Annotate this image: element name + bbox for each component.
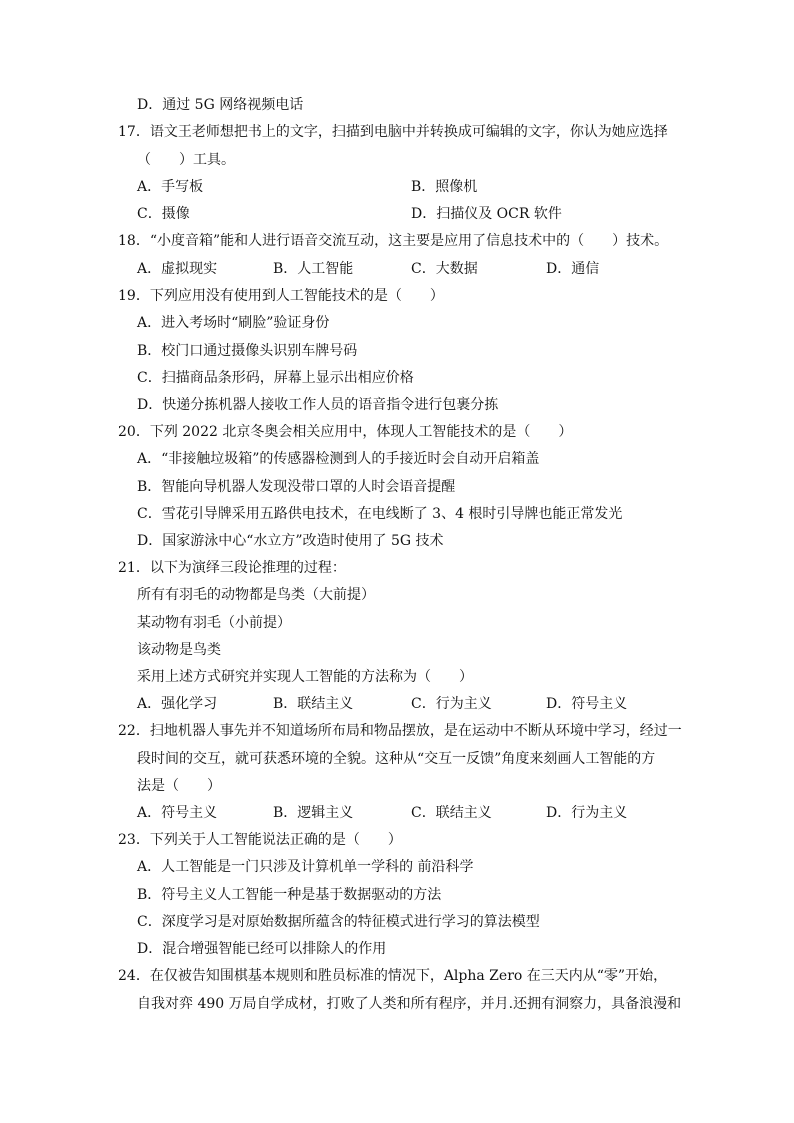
q22-option-a: A．符号主义 (137, 805, 218, 821)
q21-stem-line1: 21．以下为演绎三段论推理的过程： (118, 560, 346, 576)
q18-stem: 18．“小度音箱”能和人进行语音交流互动，这主要是应用了信息技术中的（ ）技术。 (118, 233, 669, 249)
q24-stem-line2: 自我对弈 490 万局自学成材，打败了人类和所有程序，并月.还拥有洞察力，具备浪漫和 (137, 996, 682, 1012)
q23-stem: 23．下列关于人工智能说法正确的是（ ） (118, 832, 402, 848)
q20-option-c: C．雪花引导牌采用五路供电技术，在电线断了 3、4 根时引导牌也能正常发光 (137, 506, 623, 522)
q19-option-c: C．扫描商品条形码，屏幕上显示出相应价格 (137, 370, 414, 386)
q23-option-d: D．混合增强智能已经可以排除人的作用 (137, 941, 387, 957)
q21-option-a: A．强化学习 (137, 696, 218, 712)
q18-option-b: B．人工智能 (273, 261, 354, 277)
q19-option-b: B．校门口通过摄像头识别车牌号码 (137, 343, 358, 359)
q20-option-a: A．“非接触垃圾箱”的传感器检测到人的手接近时会自动开启箱盖 (137, 451, 540, 467)
q24-stem-line1: 24．在仅被告知围棋基本规则和胜员标准的情况下，Alpha Zero 在三天内从“零”开始， (118, 968, 668, 984)
q19-stem: 19．下列应用没有使用到人工智能技术的是（ ） (118, 288, 444, 304)
q18-option-d: D．通信 (546, 261, 600, 277)
q22-option-d: D．行为主义 (546, 805, 628, 821)
q20-stem: 20．下列 2022 北京冬奥会相关应用中，体现人工智能技术的是（ ） (118, 424, 573, 440)
q21-minor-premise: 某动物有羽毛（小前提） (137, 615, 291, 631)
q17-option-d: D．扫描仪及 OCR 软件 (411, 206, 562, 222)
q21-major-premise: 所有有羽毛的动物都是鸟类（大前提） (137, 587, 375, 603)
q18-option-a: A．虚拟现实 (137, 261, 218, 277)
q17-option-c: C．摄像 (137, 206, 190, 222)
q19-option-d: D．快递分拣机器人接收工作人员的语音指令进行包裹分拣 (137, 397, 499, 413)
q23-option-a: A．人工智能是一门只涉及计算机单一学科的 前沿科学 (137, 859, 474, 875)
q21-question: 采用上述方式研究并实现人工智能的方法称为（ ） (137, 669, 473, 685)
q17-stem-line1: 17．语文王老师想把书上的文字，扫描到电脑中并转换成可编辑的文字，你认为她应选择 (118, 124, 668, 140)
q20-option-d: D．国家游泳中心“水立方”改造时使用了 5G 技术 (137, 533, 444, 549)
q22-option-b: B．逻辑主义 (273, 805, 354, 821)
q21-conclusion: 该动物是鸟类 (137, 642, 221, 658)
q21-option-c: C．行为主义 (411, 696, 492, 712)
q23-option-b: B．符号主义人工智能一种是基于数据驱动的方法 (137, 887, 442, 903)
q17-option-a: A．手写板 (137, 179, 204, 195)
q17-option-b: B．照像机 (411, 179, 478, 195)
q17-stem-line2: （ ）工具。 (137, 152, 235, 168)
q20-option-b: B．智能向导机器人发现没带口罩的人时会语音提醒 (137, 479, 456, 495)
q22-stem-line3: 法是（ ） (137, 778, 221, 794)
q21-option-d: D．符号主义 (546, 696, 628, 712)
q19-option-a: A．进入考场时“刷脸”验证身份 (137, 315, 330, 331)
q23-option-c: C．深度学习是对原始数据所蕴含的特征模式进行学习的算法模型 (137, 914, 540, 930)
q16-option-d: D．通过 5G 网络视频电话 (137, 97, 304, 113)
q22-stem-line2: 段时间的交互，就可获悉环境的全貌。这种从“交互一反馈”角度来刻画人工智能的方 (137, 751, 656, 767)
q18-option-c: C．大数据 (411, 261, 478, 277)
q22-stem-line1: 22．扫地机器人事先并不知道场所布局和物品摆放，是在运动中不断从环境中学习，经过一 (118, 723, 682, 739)
q21-option-b: B．联结主义 (273, 696, 354, 712)
q22-option-c: C．联结主义 (411, 805, 492, 821)
